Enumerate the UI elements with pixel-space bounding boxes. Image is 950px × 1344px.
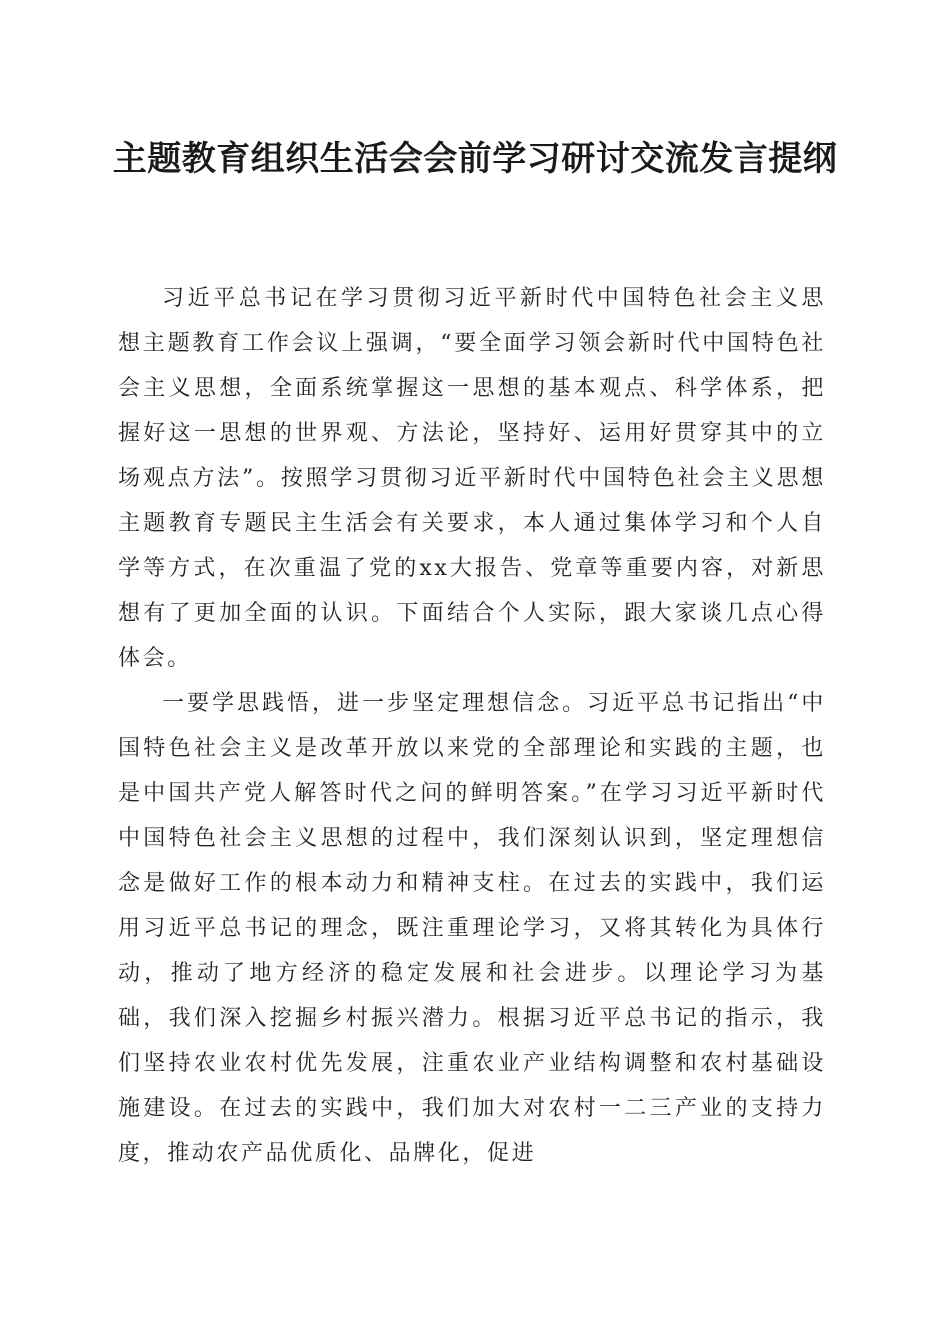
paragraph-intro: 习近平总书记在学习贯彻习近平新时代中国特色社会主义思想主题教育工作会议上强调，“要全面学习领会新时代中国特色社会主义思想，全面系统掌握这一思想的基本观点、科学体系，把握好这一思想的世界观、方法论，坚持好、运用好贯穿其中的立场观点方法”。按照学习贯彻习近平新时代中国特色社会主义思想主题教育专题民主生活会有关要求，本人通过集体学习和个人自学等方式，在次重温了党的xx大报告、党章等重要内容，对新思想有了更加全面的认识。下面结合个人实际，跟大家谈几点心得体会。 xyxy=(118,286,826,671)
document-body xyxy=(118,276,826,1176)
paragraph-point-one: 一要学思践悟，进一步坚定理想信念。习近平总书记指出“中国特色社会主义是改革开放以来党的全部理论和实践的主题，也是中国共产党人解答时代之问的鲜明答案。”在学习习近平新时代中国特色社会主义思想的过程中，我们深刻认识到，坚定理想信念是做好工作的根本动力和精神支柱。在过去的实践中，我们运用习近平总书记的理念，既注重理论学习，又将其转化为具体行动，推动了地方经济的稳定发展和社会进步。以理论学习为基础，我们深入挖掘乡村振兴潜力。根据习近平总书记的指示，我们坚持农业农村优先发展，注重农业产业结构调整和农村基础设施建设。在过去的实践中，我们加大对农村一二三产业的支持力度，推动农产品优质化、品牌化，促进 xyxy=(118,691,826,1166)
document-title: 主题教育组织生活会会前学习研讨交流发言提纲 xyxy=(112,139,838,179)
